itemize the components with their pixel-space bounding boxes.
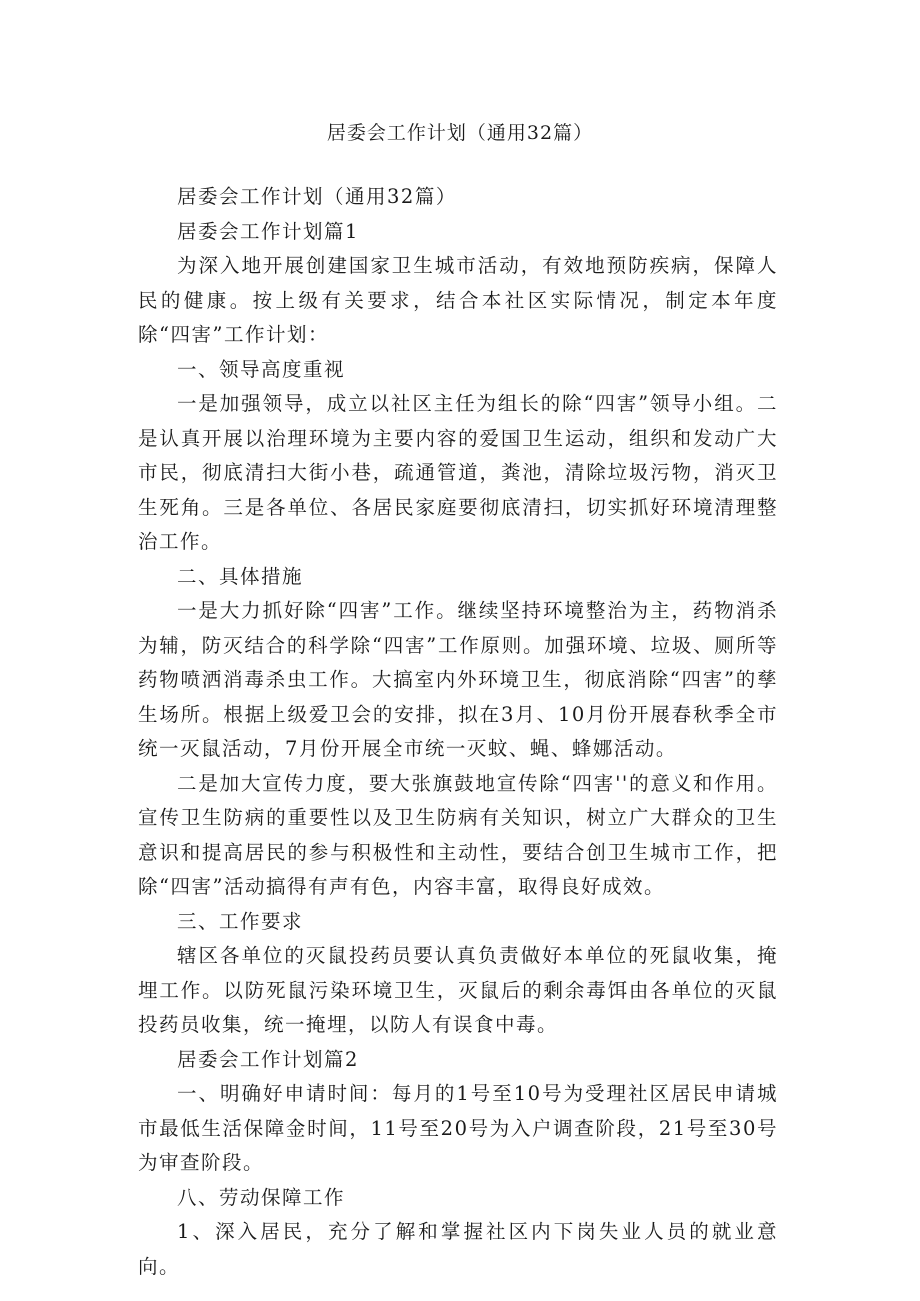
document-title: 居委会工作计划（通用32篇） — [326, 122, 594, 144]
paragraph-heading-leadership: 一、领导高度重视 — [177, 357, 346, 381]
paragraph-section-heading-1: 居委会工作计划篇1 — [177, 219, 359, 243]
paragraph-heading-measures: 二、具体措施 — [177, 564, 304, 588]
paragraph-subtitle: 居委会工作计划（通用32篇） — [177, 185, 457, 208]
paragraph-leadership: 一是加强领导，成立以社区主任为组长的除“四害”领导小组。二是认真开展以治理环境为主要内容的爱国卫生运动，组织和发动广大市民，彻底清扫大街小巷，疏通管道，粪池，清除垃圾污物，消灭卫生死角。三是各单位、各居民家庭要彻底清扫，切实抓好环境清理整治工作。 — [138, 392, 778, 553]
document-body — [138, 180, 778, 1284]
paragraph-heading-labor: 八、劳动保障工作 — [177, 1185, 346, 1209]
paragraph-labor-1: 1、深入居民，充分了解和掌握社区内下岗失业人员的就业意向。 — [138, 1220, 778, 1278]
paragraph-measures-2: 二是加大宣传力度，要大张旗鼓地宣传除“四害''的意义和作用。宣传卫生防病的重要性以及卫生防病有关知识，树立广大群众的卫生意识和提高居民的参与积极性和主动性，要结合创卫生城市工作，把除“四害”活动搞得有声有色，内容丰富，取得良好成效。 — [138, 771, 778, 898]
paragraph-intro: 为深入地开展创建国家卫生城市活动，有效地预防疾病，保障人民的健康。按上级有关要求，结合本社区实际情况，制定本年度除“四害”工作计划： — [138, 254, 778, 346]
paragraph-section-heading-2: 居委会工作计划篇2 — [177, 1047, 359, 1071]
paragraph-application-time: 一、明确好申请时间：每月的1号至10号为受理社区居民申请城市最低生活保障金时间，11号至20号为入户调查阶段，21号至30号为审查阶段。 — [138, 1082, 778, 1174]
paragraph-requirements: 辖区各单位的灭鼠投药员要认真负责做好本单位的死鼠收集，掩埋工作。以防死鼠污染环境卫生，灭鼠后的剩余毒饵由各单位的灭鼠投药员收集，统一掩埋，以防人有误食中毒。 — [138, 944, 778, 1036]
paragraph-heading-requirements: 三、工作要求 — [177, 909, 304, 933]
paragraph-measures-1: 一是大力抓好除“四害”工作。继续坚持环境整治为主，药物消杀为辅，防灭结合的科学除“四害”工作原则。加强环境、垃圾、厕所等药物喷洒消毒杀虫工作。大搞室内外环境卫生，彻底消除“四害”的孳生场所。根据上级爱卫会的安排，拟在3月、10月份开展春秋季全市统一灭鼠活动，7月份开展全市统一灭蚊、蝇、蜂娜活动。 — [138, 599, 778, 760]
